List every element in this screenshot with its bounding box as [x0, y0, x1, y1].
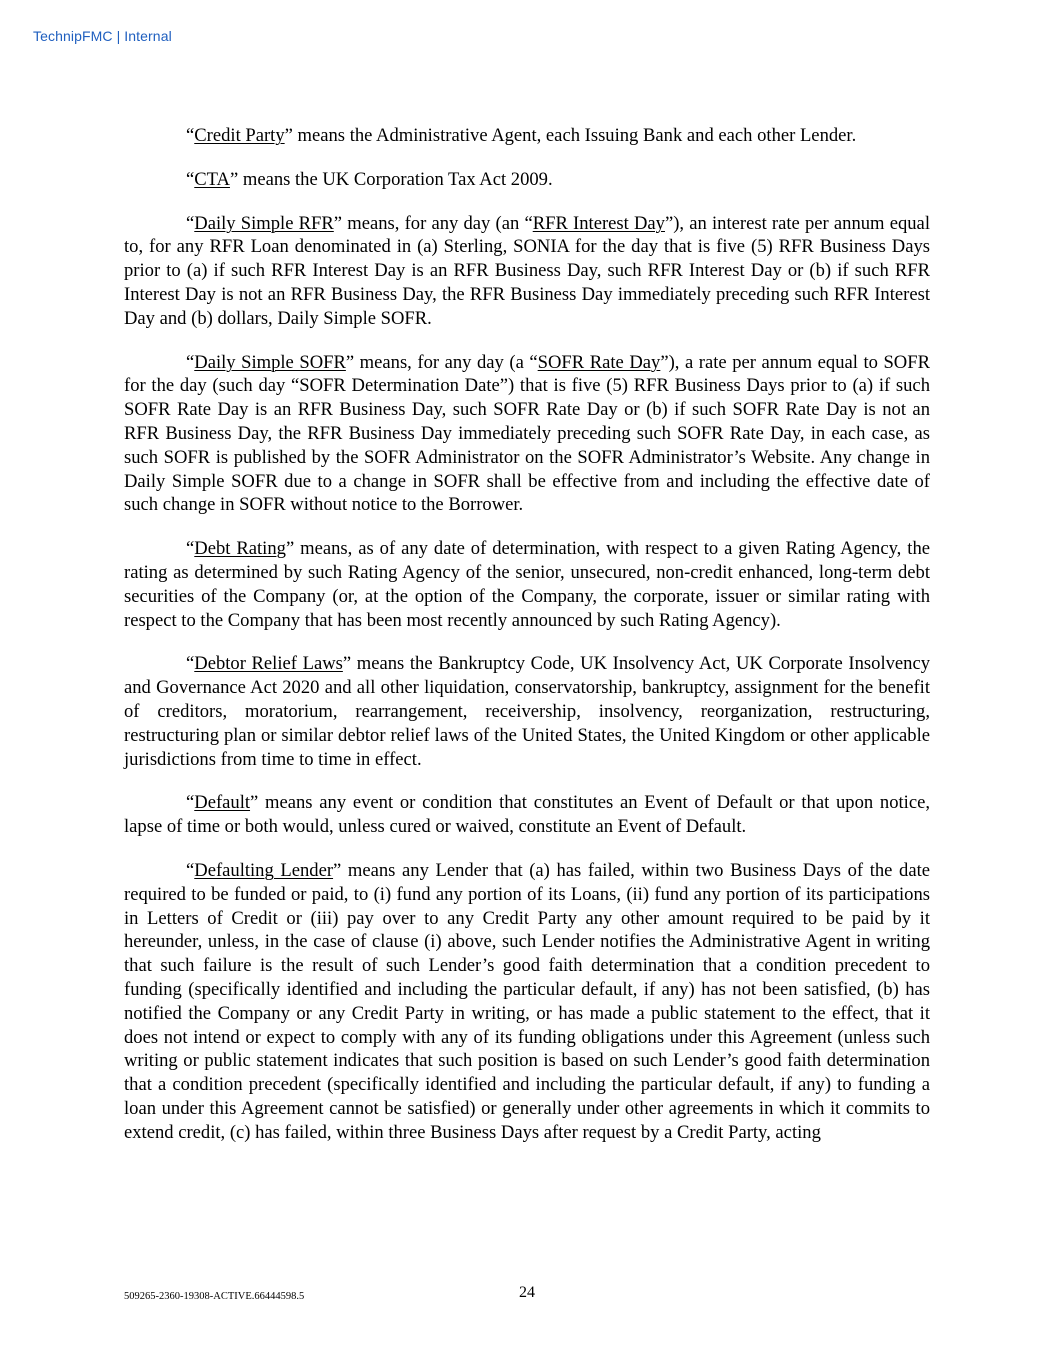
defined-term-secondary: RFR Interest Day [532, 212, 665, 234]
defined-term: Daily Simple RFR [194, 212, 334, 234]
definition-text: ” means, as of any date of determination, with respect to a given Rating Agency, the rating as determined by such Rating Agency of the senior, unsecured, non-credit enhanced, long-term debt securities of the Company (or, at the option of the Company, the corporate, issuer or similar rating with respect to the Company that has been most recently announced by such Rating Agency). [124, 538, 930, 631]
definition-text: ” means, for any day (an “ [333, 212, 533, 234]
defined-term: Credit Party [194, 125, 285, 146]
defined-term: Debtor Relief Laws [194, 653, 343, 675]
open-quote: “ [186, 859, 195, 881]
definition-defaulting-lender [124, 859, 930, 1145]
definition-text: ” means, for any day (a “ [345, 351, 538, 373]
open-quote: “ [186, 212, 195, 234]
defined-term: Defaulting Lender [194, 859, 334, 881]
page-number: 24 [519, 1284, 535, 1301]
definition-debt-rating [124, 537, 930, 632]
defined-term: Default [194, 792, 251, 814]
defined-term: Debt Rating [194, 538, 286, 560]
definition-daily-simple-rfr [124, 212, 930, 331]
definition-credit-party [124, 124, 930, 148]
defined-term: CTA [194, 168, 230, 190]
definition-daily-simple-sofr [124, 351, 930, 518]
defined-term-secondary: SOFR Rate Day [537, 351, 661, 373]
definition-text: ” means any Lender that (a) has failed, within two Business Days of the date required to be funded or paid, to (i) fund any portion of its Loans, (ii) fund any portion of its participations in Letters of Credit or (iii) pay over to any Credit Party any other amount required to be paid by it hereunder, unless, in the case of clause (i) above, such Lender notifies the Administrative Agent in writing that such failure is the result of such Lender’s good faith determination that a condition precedent to funding (specifically identified and including the particular default, if any) has not been satisfied, (b) has notified the Company or any Credit Party in writing, or has made a public statement to the effect, that it does not intend or expect to comply with any of its funding obligations under this Agreement (unless such writing or public statement indicates that such position is based on such Lender’s good faith determination that a condition precedent (specifically identified and including the particular default, if any) to funding a loan under this Agreement cannot be satisfied) or generally under other agreements in which it commits to extend credit, (c) has failed, within three Business Days after request by a Credit Party, acting [124, 859, 931, 1143]
open-quote: “ [186, 653, 195, 675]
definition-text: ”), an interest rate per annum equal to, for any RFR Loan denominated in (a) Sterling, SONIA for the day that is five (5) RFR Business Days prior to (a) if such RFR Interest Day is an RFR Business Day, such RFR Interest Day or (b) if such RFR Interest Day is not an RFR Business Day, the RFR Business Day immediately preceding such RFR Interest Day and (b) dollars, Daily Simple SOFR. [124, 212, 930, 329]
open-quote: “ [186, 168, 195, 190]
definition-default [124, 791, 930, 839]
definition-debtor-relief-laws [124, 652, 930, 771]
definition-text: ” means the Administrative Agent, each Issuing Bank and each other Lender. [284, 125, 857, 146]
footer-document-id: 509265-2360-19308-ACTIVE.66444598.5 [124, 1291, 305, 1302]
definition-text: ” means any event or condition that constitutes an Event of Default or that upon notice, lapse of time or both would, unless cured or waived, constitute an Event of Default. [124, 792, 930, 838]
open-quote: “ [186, 538, 195, 560]
open-quote: “ [186, 125, 195, 146]
document-body [124, 124, 930, 1164]
definition-cta [124, 168, 930, 192]
classification-label: TechnipFMC | Internal [33, 28, 172, 44]
defined-term: Daily Simple SOFR [194, 351, 346, 373]
definition-text: ” means the UK Corporation Tax Act 2009. [229, 168, 553, 190]
definition-text: ” means the Bankruptcy Code, UK Insolvency Act, UK Corporate Insolvency and Governance Act 2020 and all other liquidation, conservatorship, bankruptcy, assignment for the benefit of creditors, moratorium, rearrangement, receivership, insolvency, reorganization, restructuring, restructuring plan or similar debtor relief laws of the United States, the United Kingdom or other applicable jurisdictions from time to time in effect. [124, 653, 931, 770]
open-quote: “ [186, 792, 195, 814]
definition-text: ”), a rate per annum equal to SOFR for the day (such day “SOFR Determination Date”) that is five (5) RFR Business Days prior to (a) if such SOFR Rate Day is an RFR Business Day, such SOFR Rate Day or (b) if such SOFR Rate Day is not an RFR Business Day, the RFR Business Day immediately preceding such SOFR Rate Day, in each case, as such SOFR is published by the SOFR Administrator on the SOFR Administrator’s Website. Any change in Daily Simple SOFR due to a change in SOFR shall be effective from and including the effective date of such change in SOFR without notice to the Borrower. [124, 351, 930, 516]
open-quote: “ [186, 351, 195, 373]
